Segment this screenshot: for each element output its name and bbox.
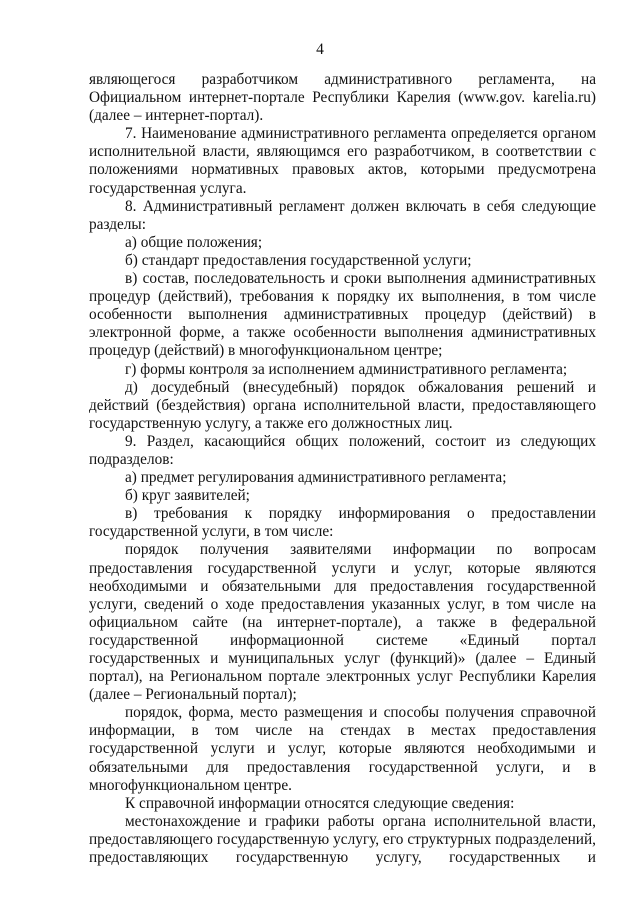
text-line: действий (бездействия) органа исполнительной власти, предоставляющего [89,396,596,414]
text-line: разделы: [89,215,146,233]
text-line: электронной форме, а также особенности выполнения административных [89,324,596,342]
text-line: 9. Раздел, касающийся общих положений, состоит из следующих [125,432,596,450]
text-line: (далее – Региональный портал); [89,686,297,704]
text-line: необходимыми и обязательными для предоставления государственной [89,577,596,595]
text-line: предоставления государственной услуги и услуг, которые являются [89,559,596,577]
text-line: подразделов: [89,450,174,468]
text-line: а) общие положения; [125,233,263,251]
text-line: государственная услуга. [89,179,247,197]
text-line: информации, в том числе на стендах в местах предоставления [89,722,596,740]
text-line: государственных и муниципальных услуг (функций)» (далее – Единый [89,650,596,667]
text-line: процедур (действий) в многофункциональном центре; [89,342,443,360]
text-line: государственной услуги и услуг, которые являются необходимыми и [89,740,596,758]
text-line: б) круг заявителей; [125,487,250,505]
text-line: б) стандарт предоставления государственной услуги; [125,251,472,269]
text-line: 7. Наименование административного регламента определяется органом [125,125,596,143]
text-line: услуги, сведений о ходе предоставления указанных услуг, в том числе на [89,595,596,613]
text-line: положениями нормативных правовых актов, которыми предусмотрена [89,161,596,179]
text-line: государственной информационной системе «Единый портал [89,631,596,649]
text-line: являющегося разработчиком административного регламента, на [89,71,596,88]
text-line: порядок, форма, место размещения и способы получения справочной [125,704,596,722]
text-line: предоставляющих государственную услугу, государственных и [89,849,596,867]
text-line: исполнительной власти, являющимся его разработчиком, в соответствии с [89,143,596,161]
text-line: местонахождение и графики работы органа исполнительной власти, [125,812,596,830]
text-line: в) состав, последовательность и сроки выполнения административных [125,270,596,288]
text-line: государственную услугу, а также его должностных лиц. [89,414,453,432]
text-line: процедур (действий), требования к порядку их выполнения, в том числе [89,288,596,306]
text-line: предоставляющего государственную услугу, его структурных подразделений, [89,830,596,848]
text-line: особенности выполнения административных процедур (действий) в [89,306,596,324]
text-line: портал), на Региональном портале электронных услуг Республики Карелия [89,668,596,686]
text-line: в) требования к порядку информирования о предоставлении [125,505,596,523]
text-line: д) досудебный (внесудебный) порядок обжалования решений и [125,378,596,396]
text-line: Официальном интернет-портале Республики Карелия (www.gov. karelia.ru) [89,89,596,107]
text-line: официальном сайте (на интернет-портале), а также в федеральной [89,613,596,631]
text-line: государственной услуги, в том числе: [89,523,334,541]
text-line: а) предмет регулирования административного регламента; [125,469,507,487]
document-body [89,71,596,867]
text-line: порядок получения заявителями информации по вопросам [125,541,596,559]
text-line: (далее – интернет-портал). [89,107,264,125]
text-line: обязательными для предоставления государственной услуги, и в [89,758,596,776]
text-line: многофункциональном центре. [89,776,292,794]
text-line: К справочной информации относятся следующие сведения: [125,794,515,812]
text-line: г) формы контроля за исполнением административного регламента; [125,360,568,378]
page-number: 4 [316,41,324,58]
text-line: 8. Административный регламент должен включать в себя следующие [125,197,596,215]
